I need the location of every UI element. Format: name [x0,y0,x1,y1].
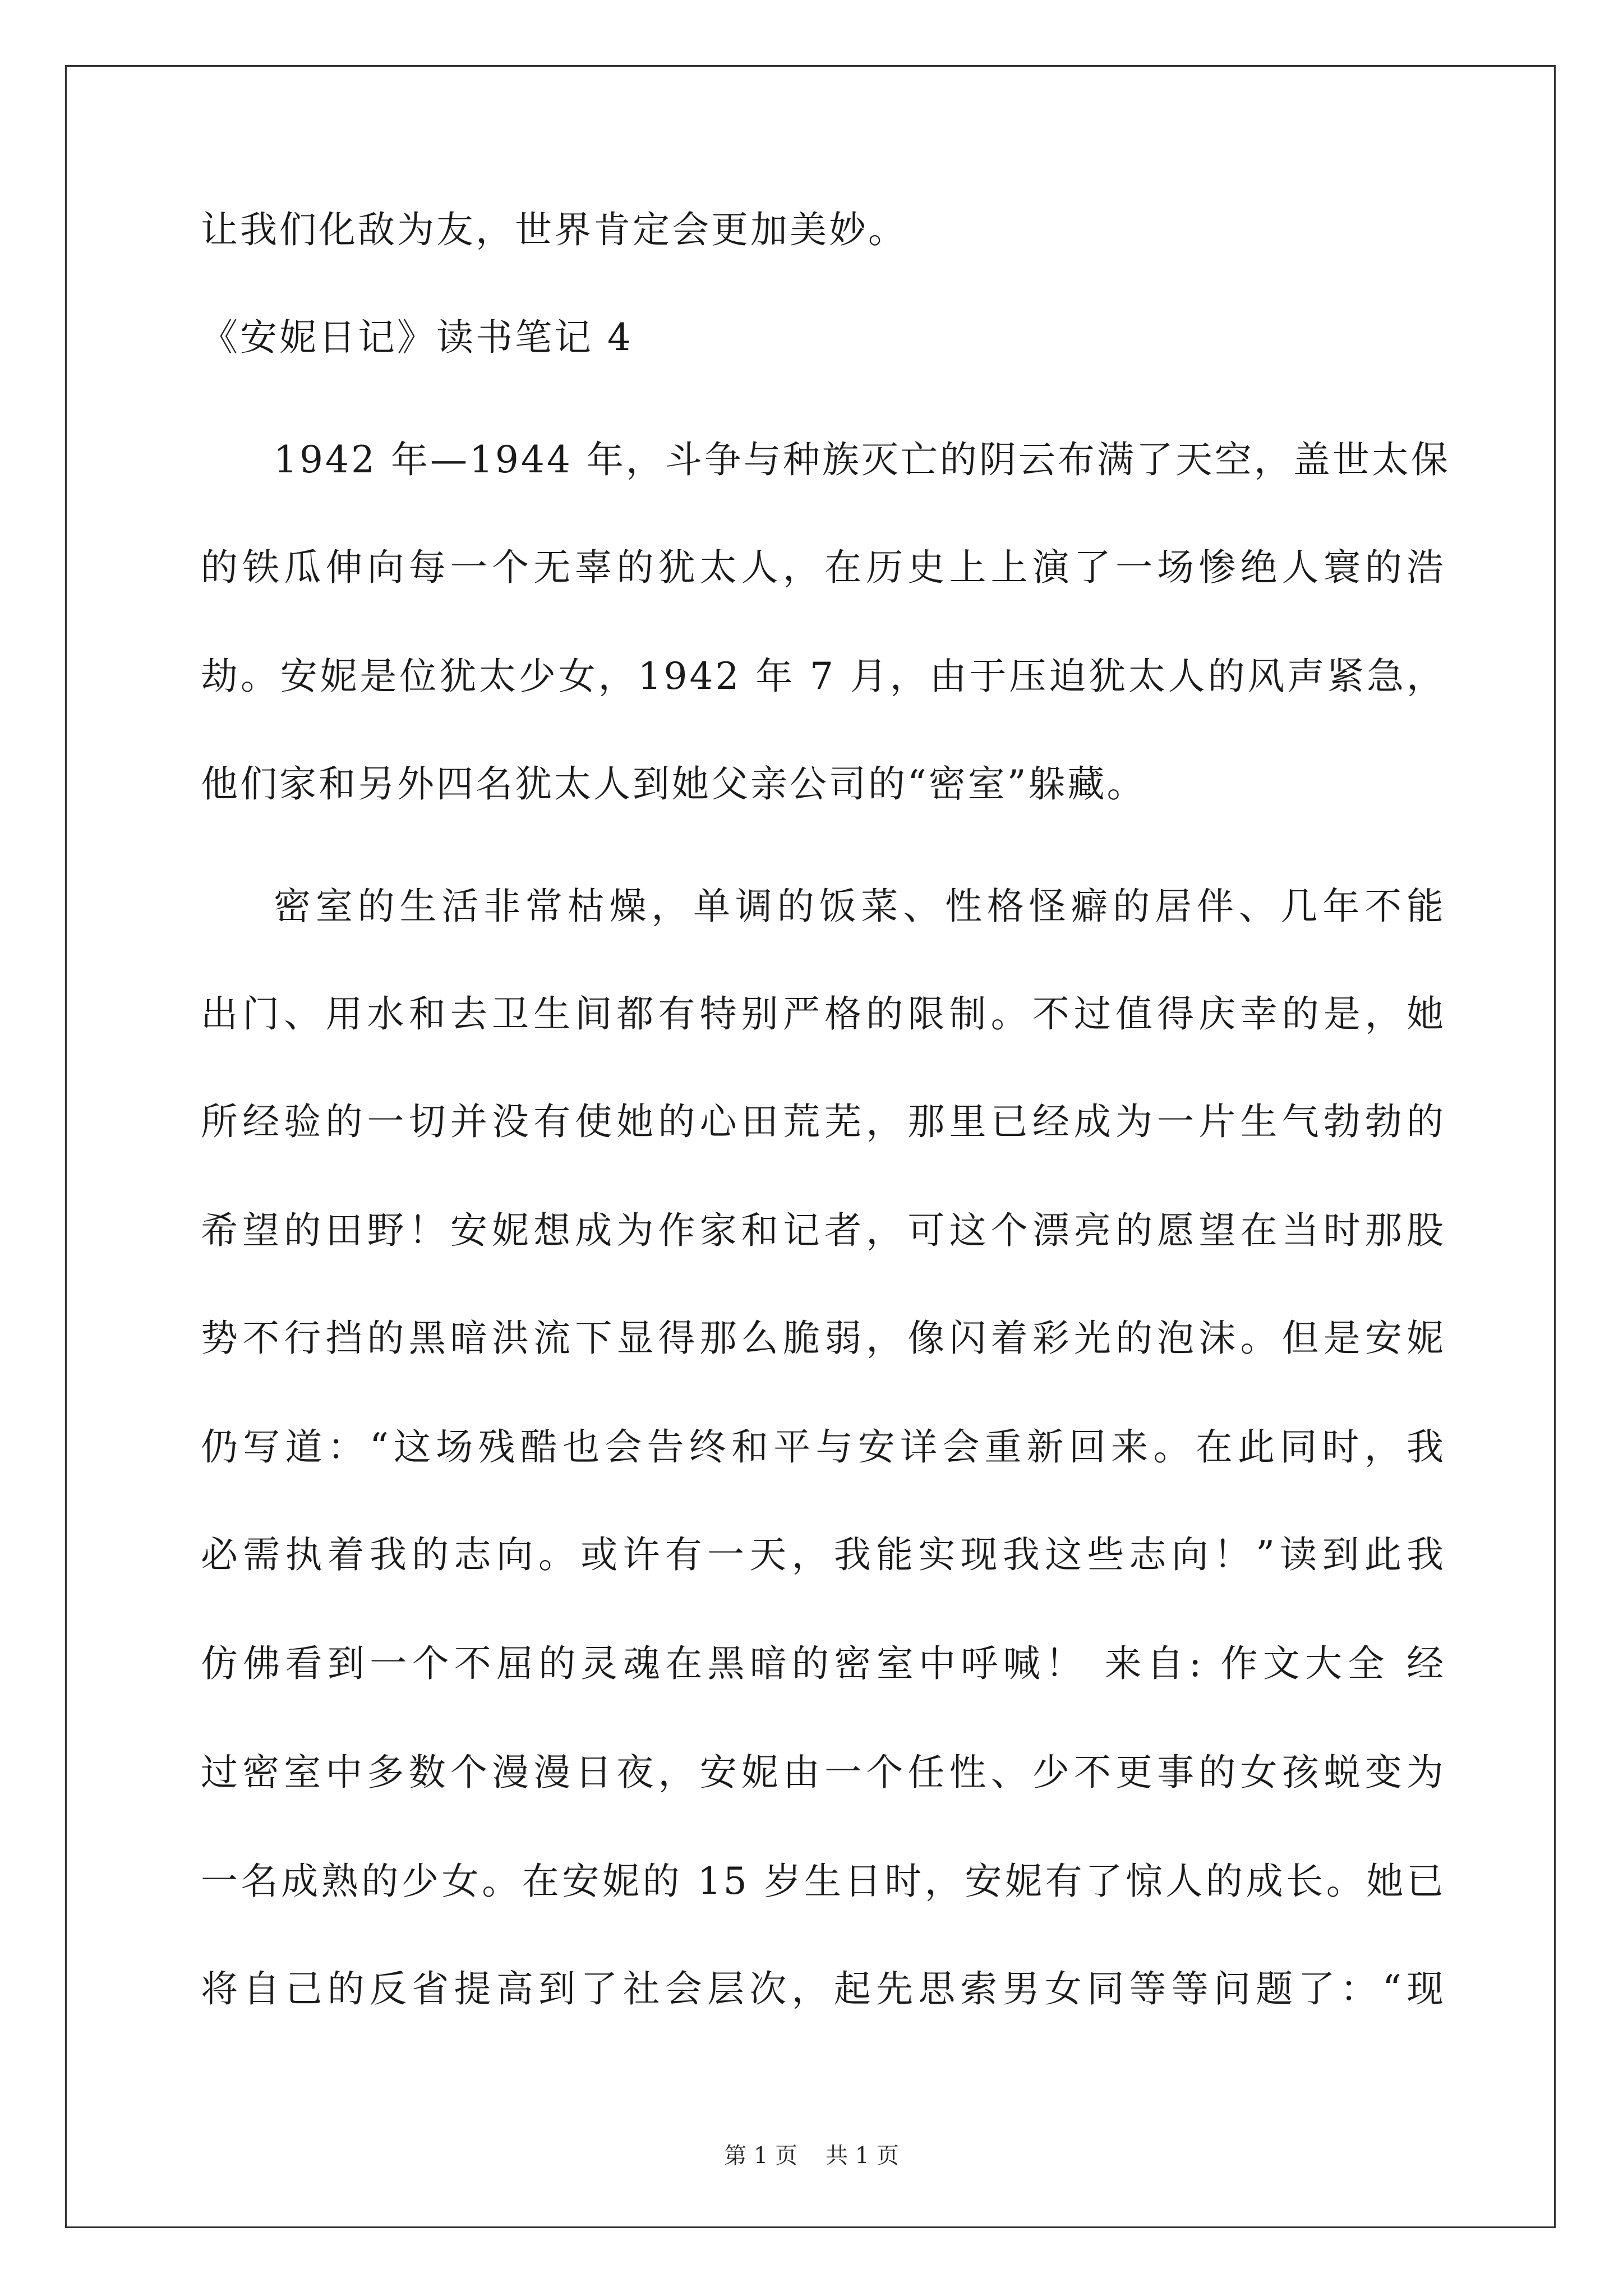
section-heading: 《安妮日记》读书笔记 4 [201,316,633,359]
text-line: 所经验的一切并没有使她的心田荒芜，那里已经成为一片生气勃勃的 [201,1100,1446,1143]
text-line: 将自己的反省提高到了社会层次，起先思索男女同等等问题了：“现 [201,1967,1446,2010]
text-line: 仍写道：“这场残酷也会告终和平与安详会重新回来。在此同时，我 [201,1425,1446,1469]
text-line: 让我们化敌为友，世界肯定会更加美妙。 [201,208,907,251]
text-line: 1942 年—1944 年，斗争与种族灭亡的阴云布满了天空，盖世太保 [274,438,1450,481]
text-line: 仿佛看到一个不屈的灵魂在黑暗的密室中呼喊！ 来自: 作文大全 经 [201,1642,1446,1685]
text-line: 势不行挡的黑暗洪流下显得那么脆弱，像闪着彩光的泡沫。但是安妮 [201,1317,1446,1360]
text-line: 一名成熟的少女。在安妮的 15 岁生日时，安妮有了惊人的成长。她已 [201,1860,1446,1903]
text-line: 过密室中多数个漫漫日夜，安妮由一个任性、少不更事的女孩蜕变为 [201,1751,1446,1794]
text-line: 密室的生活非常枯燥，单调的饭菜、性格怪癖的居伴、几年不能 [274,885,1446,928]
text-line: 劫。安妮是位犹太少女，1942 年 7 月，由于压迫犹太人的风声紧急， [201,655,1446,698]
text-line: 他们家和另外四名犹太人到她父亲公司的“密室”躲藏。 [201,762,1146,806]
text-line: 希望的田野！安妮想成为作家和记者，可这个漂亮的愿望在当时那股 [201,1209,1446,1252]
text-line: 出门、用水和去卫生间都有特别严格的限制。不过值得庆幸的是，她 [201,992,1446,1036]
total-pages: 共 1 页 [826,2143,899,2169]
text-line: 必需执着我的志向。或许有一天，我能实现我这些志向！”读到此我 [201,1533,1446,1576]
text-line: 的铁瓜伸向每一个无辜的犹太人，在历史上上演了一场惨绝人寰的浩 [201,546,1446,589]
page-number: 第 1 页 [724,2143,797,2169]
page-footer [0,2142,1623,2170]
